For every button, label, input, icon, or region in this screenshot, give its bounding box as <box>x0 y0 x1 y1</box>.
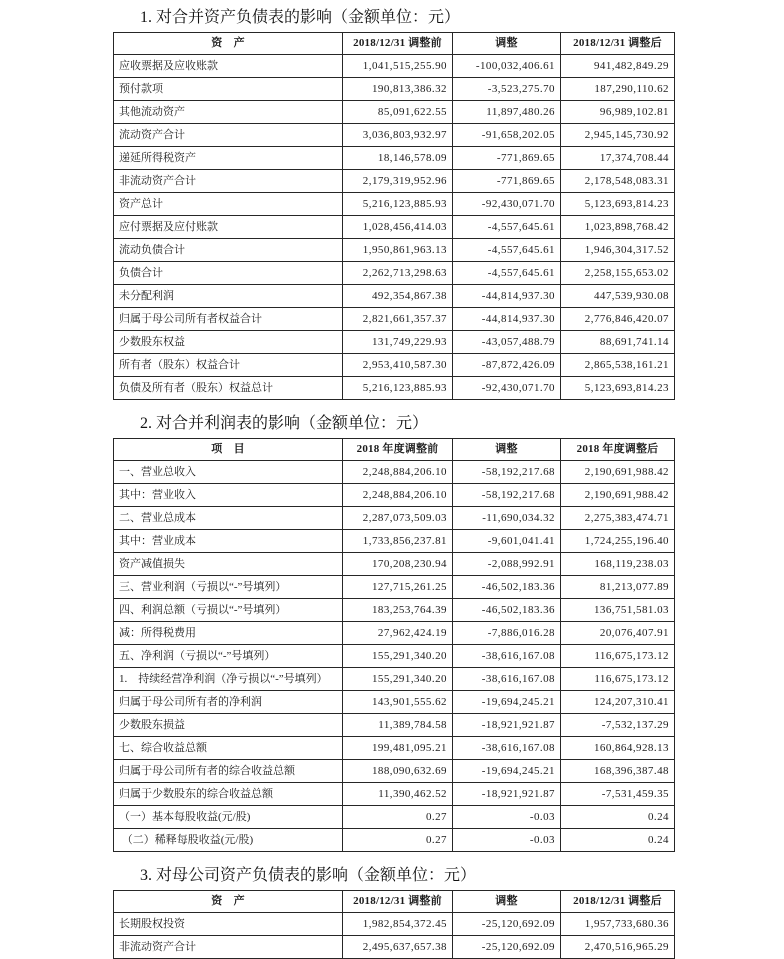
value-after: 5,123,693,814.23 <box>561 193 675 216</box>
value-after: 1,946,304,317.52 <box>561 239 675 262</box>
value-adjustment: -43,057,488.79 <box>453 331 561 354</box>
row-label: 三、营业利润（亏损以“-”号填列） <box>114 576 343 599</box>
value-adjustment: -44,814,937.30 <box>453 285 561 308</box>
column-header: 2018/12/31 调整后 <box>561 891 675 913</box>
row-label: 负债合计 <box>114 262 343 285</box>
value-before: 131,749,229.93 <box>343 331 453 354</box>
value-after: 2,275,383,474.71 <box>561 507 675 530</box>
table-row <box>114 507 675 530</box>
row-label: 四、利润总额（亏损以“-”号填列） <box>114 599 343 622</box>
row-label: 一、营业总收入 <box>114 461 343 484</box>
value-adjustment: -0.03 <box>453 829 561 852</box>
value-adjustment: -92,430,071.70 <box>453 193 561 216</box>
value-adjustment: -38,616,167.08 <box>453 668 561 691</box>
value-before: 11,390,462.52 <box>343 783 453 806</box>
value-after: 5,123,693,814.23 <box>561 377 675 400</box>
value-after: 941,482,849.29 <box>561 55 675 78</box>
table-row <box>114 78 675 101</box>
table-row <box>114 530 675 553</box>
value-before: 5,216,123,885.93 <box>343 193 453 216</box>
table-row <box>114 645 675 668</box>
value-before: 183,253,764.39 <box>343 599 453 622</box>
row-label: （一）基本每股收益(元/股) <box>114 806 343 829</box>
table-row <box>114 806 675 829</box>
table-row <box>114 737 675 760</box>
value-before: 3,036,803,932.97 <box>343 124 453 147</box>
value-adjustment: -4,557,645.61 <box>453 216 561 239</box>
table-row <box>114 760 675 783</box>
value-before: 5,216,123,885.93 <box>343 377 453 400</box>
column-header: 2018 年度调整后 <box>561 439 675 461</box>
value-after: 116,675,173.12 <box>561 645 675 668</box>
value-after: 168,119,238.03 <box>561 553 675 576</box>
row-label: 应付票据及应付账款 <box>114 216 343 239</box>
column-header: 资 产 <box>114 33 343 55</box>
column-header: 2018/12/31 调整前 <box>343 33 453 55</box>
value-after: 0.24 <box>561 806 675 829</box>
table-row <box>114 124 675 147</box>
table-row <box>114 461 675 484</box>
table-row <box>114 170 675 193</box>
value-after: -7,532,137.29 <box>561 714 675 737</box>
value-before: 2,287,073,509.03 <box>343 507 453 530</box>
value-after: 2,945,145,730.92 <box>561 124 675 147</box>
value-after: 2,190,691,988.42 <box>561 484 675 507</box>
row-label: 归属于母公司所有者的净利润 <box>114 691 343 714</box>
value-adjustment: -58,192,217.68 <box>453 461 561 484</box>
column-header: 调整 <box>453 33 561 55</box>
value-after: 1,724,255,196.40 <box>561 530 675 553</box>
row-label: 五、净利润（亏损以“-”号填列） <box>114 645 343 668</box>
value-adjustment: -25,120,692.09 <box>453 913 561 936</box>
value-before: 0.27 <box>343 829 453 852</box>
value-adjustment: -19,694,245.21 <box>453 760 561 783</box>
value-after: 2,865,538,161.21 <box>561 354 675 377</box>
row-label: 非流动资产合计 <box>114 936 343 959</box>
value-adjustment: -7,886,016.28 <box>453 622 561 645</box>
value-before: 155,291,340.20 <box>343 668 453 691</box>
column-header: 2018 年度调整前 <box>343 439 453 461</box>
value-before: 492,354,867.38 <box>343 285 453 308</box>
value-after: 2,776,846,420.07 <box>561 308 675 331</box>
value-before: 1,028,456,414.03 <box>343 216 453 239</box>
value-before: 18,146,578.09 <box>343 147 453 170</box>
column-header: 2018/12/31 调整后 <box>561 33 675 55</box>
section-consolidated-balance-sheet <box>0 0 784 400</box>
value-before: 155,291,340.20 <box>343 645 453 668</box>
row-label: 归属于母公司所有者的综合收益总额 <box>114 760 343 783</box>
row-label: 长期股权投资 <box>114 913 343 936</box>
column-header: 2018/12/31 调整前 <box>343 891 453 913</box>
value-after: 0.24 <box>561 829 675 852</box>
value-adjustment: -100,032,406.61 <box>453 55 561 78</box>
value-after: 2,470,516,965.29 <box>561 936 675 959</box>
value-before: 2,248,884,206.10 <box>343 461 453 484</box>
table-row <box>114 216 675 239</box>
row-label: 少数股东权益 <box>114 331 343 354</box>
consolidated-balance-sheet-table <box>113 32 675 400</box>
table-row <box>114 484 675 507</box>
value-after: -7,531,459.35 <box>561 783 675 806</box>
row-label: 资产总计 <box>114 193 343 216</box>
column-header: 调整 <box>453 891 561 913</box>
value-adjustment: -18,921,921.87 <box>453 783 561 806</box>
value-after: 96,989,102.81 <box>561 101 675 124</box>
row-label: 所有者（股东）权益合计 <box>114 354 343 377</box>
value-before: 2,821,661,357.37 <box>343 308 453 331</box>
row-label: 二、营业总成本 <box>114 507 343 530</box>
header-row <box>114 439 675 461</box>
value-after: 17,374,708.44 <box>561 147 675 170</box>
value-after: 20,076,407.91 <box>561 622 675 645</box>
value-after: 2,190,691,988.42 <box>561 461 675 484</box>
value-before: 2,248,884,206.10 <box>343 484 453 507</box>
value-after: 160,864,928.13 <box>561 737 675 760</box>
value-adjustment: -46,502,183.36 <box>453 599 561 622</box>
value-before: 2,953,410,587.30 <box>343 354 453 377</box>
table-row <box>114 576 675 599</box>
value-adjustment: -92,430,071.70 <box>453 377 561 400</box>
value-before: 170,208,230.94 <box>343 553 453 576</box>
column-header: 调整 <box>453 439 561 461</box>
row-label: 归属于少数股东的综合收益总额 <box>114 783 343 806</box>
value-adjustment: -2,088,992.91 <box>453 553 561 576</box>
value-after: 1,957,733,680.36 <box>561 913 675 936</box>
row-label: 减：所得税费用 <box>114 622 343 645</box>
row-label: 预付款项 <box>114 78 343 101</box>
row-label: 其中：营业收入 <box>114 484 343 507</box>
value-before: 85,091,622.55 <box>343 101 453 124</box>
value-adjustment: -11,690,034.32 <box>453 507 561 530</box>
value-before: 0.27 <box>343 806 453 829</box>
value-before: 1,982,854,372.45 <box>343 913 453 936</box>
value-adjustment: -38,616,167.08 <box>453 737 561 760</box>
row-label: 流动资产合计 <box>114 124 343 147</box>
value-adjustment: -87,872,426.09 <box>453 354 561 377</box>
table-row <box>114 147 675 170</box>
column-header: 资 产 <box>114 891 343 913</box>
table-row <box>114 55 675 78</box>
value-adjustment: -9,601,041.41 <box>453 530 561 553</box>
table-row <box>114 193 675 216</box>
value-adjustment: -4,557,645.61 <box>453 262 561 285</box>
section-consolidated-income-statement <box>0 414 784 852</box>
value-adjustment: -771,869.65 <box>453 147 561 170</box>
value-after: 1,023,898,768.42 <box>561 216 675 239</box>
value-adjustment: -0.03 <box>453 806 561 829</box>
row-label: 归属于母公司所有者权益合计 <box>114 308 343 331</box>
row-label: 非流动资产合计 <box>114 170 343 193</box>
value-adjustment: -18,921,921.87 <box>453 714 561 737</box>
value-adjustment: -4,557,645.61 <box>453 239 561 262</box>
value-before: 127,715,261.25 <box>343 576 453 599</box>
column-header: 项 目 <box>114 439 343 461</box>
row-label: 应收票据及应收账款 <box>114 55 343 78</box>
table-row <box>114 308 675 331</box>
value-after: 187,290,110.62 <box>561 78 675 101</box>
value-after: 2,178,548,083.31 <box>561 170 675 193</box>
value-adjustment: -58,192,217.68 <box>453 484 561 507</box>
table-row <box>114 599 675 622</box>
value-after: 81,213,077.89 <box>561 576 675 599</box>
row-label: 资产减值损失 <box>114 553 343 576</box>
row-label: 其他流动资产 <box>114 101 343 124</box>
value-before: 2,495,637,657.38 <box>343 936 453 959</box>
value-before: 11,389,784.58 <box>343 714 453 737</box>
table-row <box>114 936 675 959</box>
value-after: 116,675,173.12 <box>561 668 675 691</box>
value-adjustment: 11,897,480.26 <box>453 101 561 124</box>
parent-balance-sheet-table <box>113 890 675 959</box>
value-before: 2,179,319,952.96 <box>343 170 453 193</box>
value-adjustment: -3,523,275.70 <box>453 78 561 101</box>
table-row <box>114 553 675 576</box>
value-before: 143,901,555.62 <box>343 691 453 714</box>
value-after: 447,539,930.08 <box>561 285 675 308</box>
value-before: 1,733,856,237.81 <box>343 530 453 553</box>
value-before: 27,962,424.19 <box>343 622 453 645</box>
value-before: 188,090,632.69 <box>343 760 453 783</box>
header-row <box>114 33 675 55</box>
row-label: 其中：营业成本 <box>114 530 343 553</box>
section-title-consolidated-income-statement: 2. 对合并利润表的影响（金额单位：元） <box>140 415 429 432</box>
value-adjustment: -19,694,245.21 <box>453 691 561 714</box>
value-after: 168,396,387.48 <box>561 760 675 783</box>
row-label: 少数股东损益 <box>114 714 343 737</box>
value-adjustment: -38,616,167.08 <box>453 645 561 668</box>
row-label: 流动负债合计 <box>114 239 343 262</box>
section-title-consolidated-balance-sheet: 1. 对合并资产负债表的影响（金额单位：元） <box>140 9 461 26</box>
row-label: 1. 持续经营净利润（净亏损以“-”号填列） <box>114 668 343 691</box>
value-after: 124,207,310.41 <box>561 691 675 714</box>
table-row <box>114 668 675 691</box>
row-label: 负债及所有者（股东）权益总计 <box>114 377 343 400</box>
table-row <box>114 377 675 400</box>
table-row <box>114 714 675 737</box>
table-row <box>114 239 675 262</box>
value-adjustment: -91,658,202.05 <box>453 124 561 147</box>
row-label: 递延所得税资产 <box>114 147 343 170</box>
value-adjustment: -46,502,183.36 <box>453 576 561 599</box>
value-adjustment: -771,869.65 <box>453 170 561 193</box>
value-adjustment: -44,814,937.30 <box>453 308 561 331</box>
value-after: 88,691,741.14 <box>561 331 675 354</box>
value-before: 2,262,713,298.63 <box>343 262 453 285</box>
table-row <box>114 262 675 285</box>
table-row <box>114 783 675 806</box>
table-row <box>114 354 675 377</box>
section-title-parent-balance-sheet: 3. 对母公司资产负债表的影响（金额单位：元） <box>140 867 477 884</box>
row-label: （二）稀释每股收益(元/股) <box>114 829 343 852</box>
value-after: 2,258,155,653.02 <box>561 262 675 285</box>
value-before: 199,481,095.21 <box>343 737 453 760</box>
value-after: 136,751,581.03 <box>561 599 675 622</box>
table-row <box>114 101 675 124</box>
table-row <box>114 691 675 714</box>
table-row <box>114 331 675 354</box>
row-label: 七、综合收益总额 <box>114 737 343 760</box>
row-label: 未分配利润 <box>114 285 343 308</box>
consolidated-income-statement-table <box>113 438 675 852</box>
table-row <box>114 285 675 308</box>
value-before: 1,041,515,255.90 <box>343 55 453 78</box>
value-before: 1,950,861,963.13 <box>343 239 453 262</box>
value-before: 190,813,386.32 <box>343 78 453 101</box>
value-adjustment: -25,120,692.09 <box>453 936 561 959</box>
header-row <box>114 891 675 913</box>
table-row <box>114 913 675 936</box>
section-parent-balance-sheet <box>0 866 784 959</box>
table-row <box>114 829 675 852</box>
table-row <box>114 622 675 645</box>
